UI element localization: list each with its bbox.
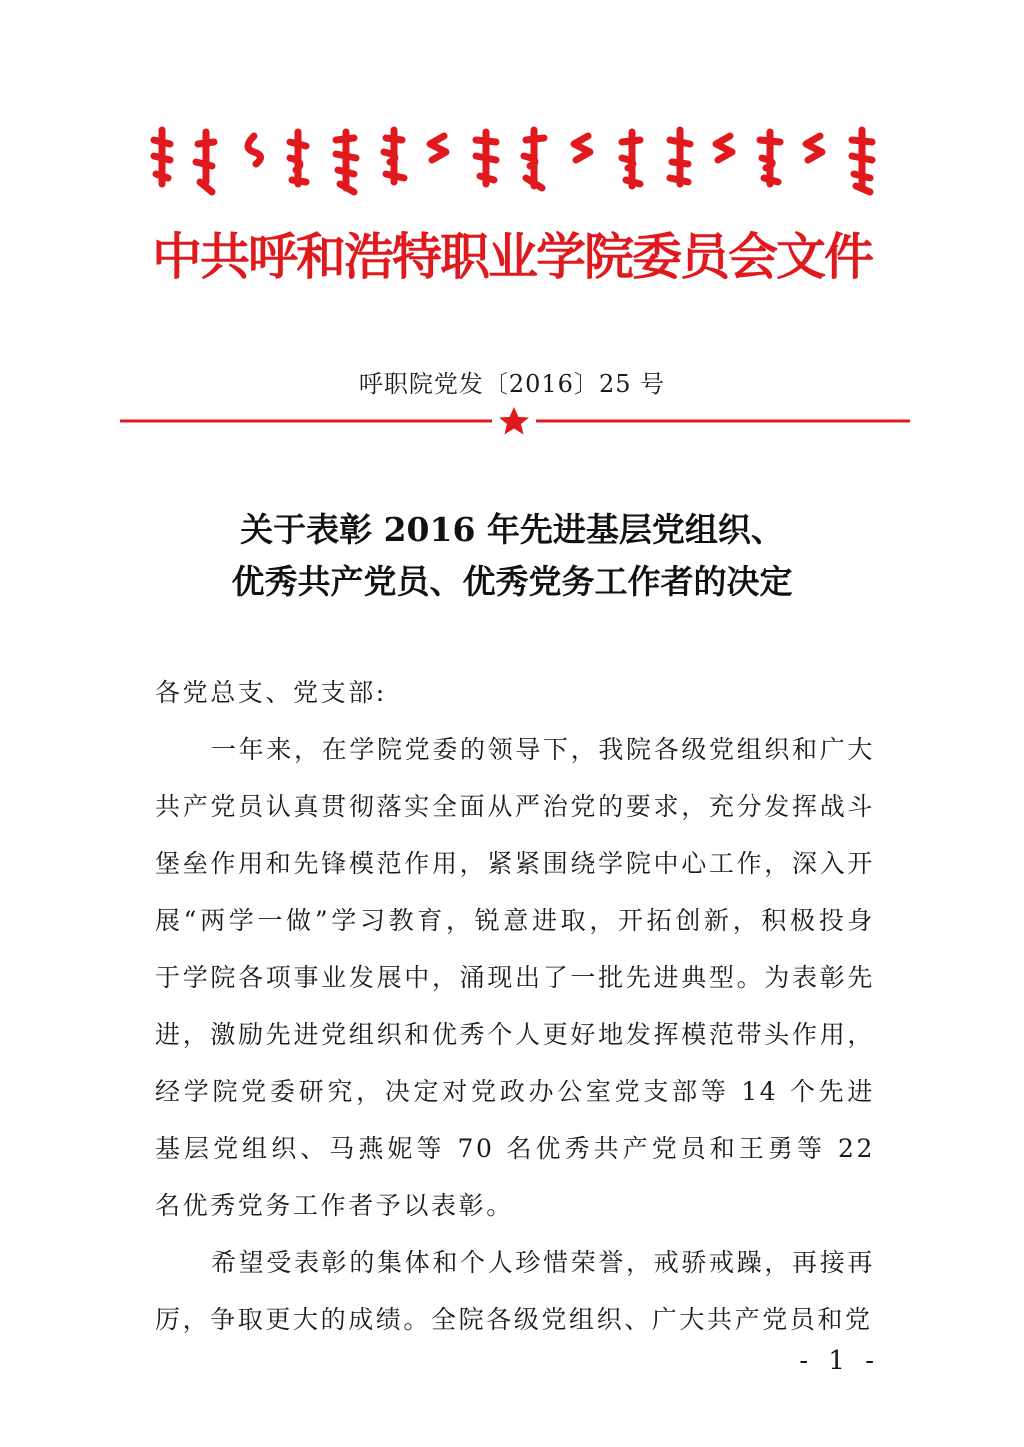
document-title-line1: 关于表彰 2016 年先进基层党组织、: [240, 510, 784, 549]
paragraph-1: 一年来，在学院党委的领导下，我院各级党组织和广大共产党员认真贯彻落实全面从严治党的要求，充分发挥战斗堡垒作用和先锋模范作用，紧紧围绕学院中心工作，深入开展“两学一做”学习教育，锐意进取，开拓创新，积极投身于学院各项事业发展中，涌现出了一批先进典型。为表彰先进，激励先进党组织和优秀个人更好地发挥模范带头作用，经学院党委研究，决定对党政办公室党支部等 14 个先进基层党组织、马燕妮等 70 名优秀共产党员和王勇等 22 名优秀党务工作者予以表彰。: [155, 735, 875, 1220]
salutation: 各党总支、党支部:: [155, 678, 387, 707]
document-title: [0, 504, 1024, 608]
red-divider: [120, 404, 910, 444]
paragraph-2: 希望受表彰的集体和个人珍惜荣誉，戒骄戒躁，再接再厉，争取更大的成绩。全院各级党组织、广大共产党员和党: [155, 1248, 875, 1334]
document-title-line2: 优秀共产党员、优秀党务工作者的决定: [231, 562, 793, 601]
document-number: 呼职院党发〔2016〕25 号: [358, 370, 666, 398]
mongolian-script-logo: [150, 122, 880, 198]
institution-title: 中共呼和浩特职业学院委员会文件: [152, 227, 872, 286]
mongolian-script-banner: [150, 122, 880, 198]
page-number: - 1 -: [799, 1346, 880, 1376]
red-star-icon: [499, 407, 529, 435]
document-body: [155, 664, 875, 1348]
